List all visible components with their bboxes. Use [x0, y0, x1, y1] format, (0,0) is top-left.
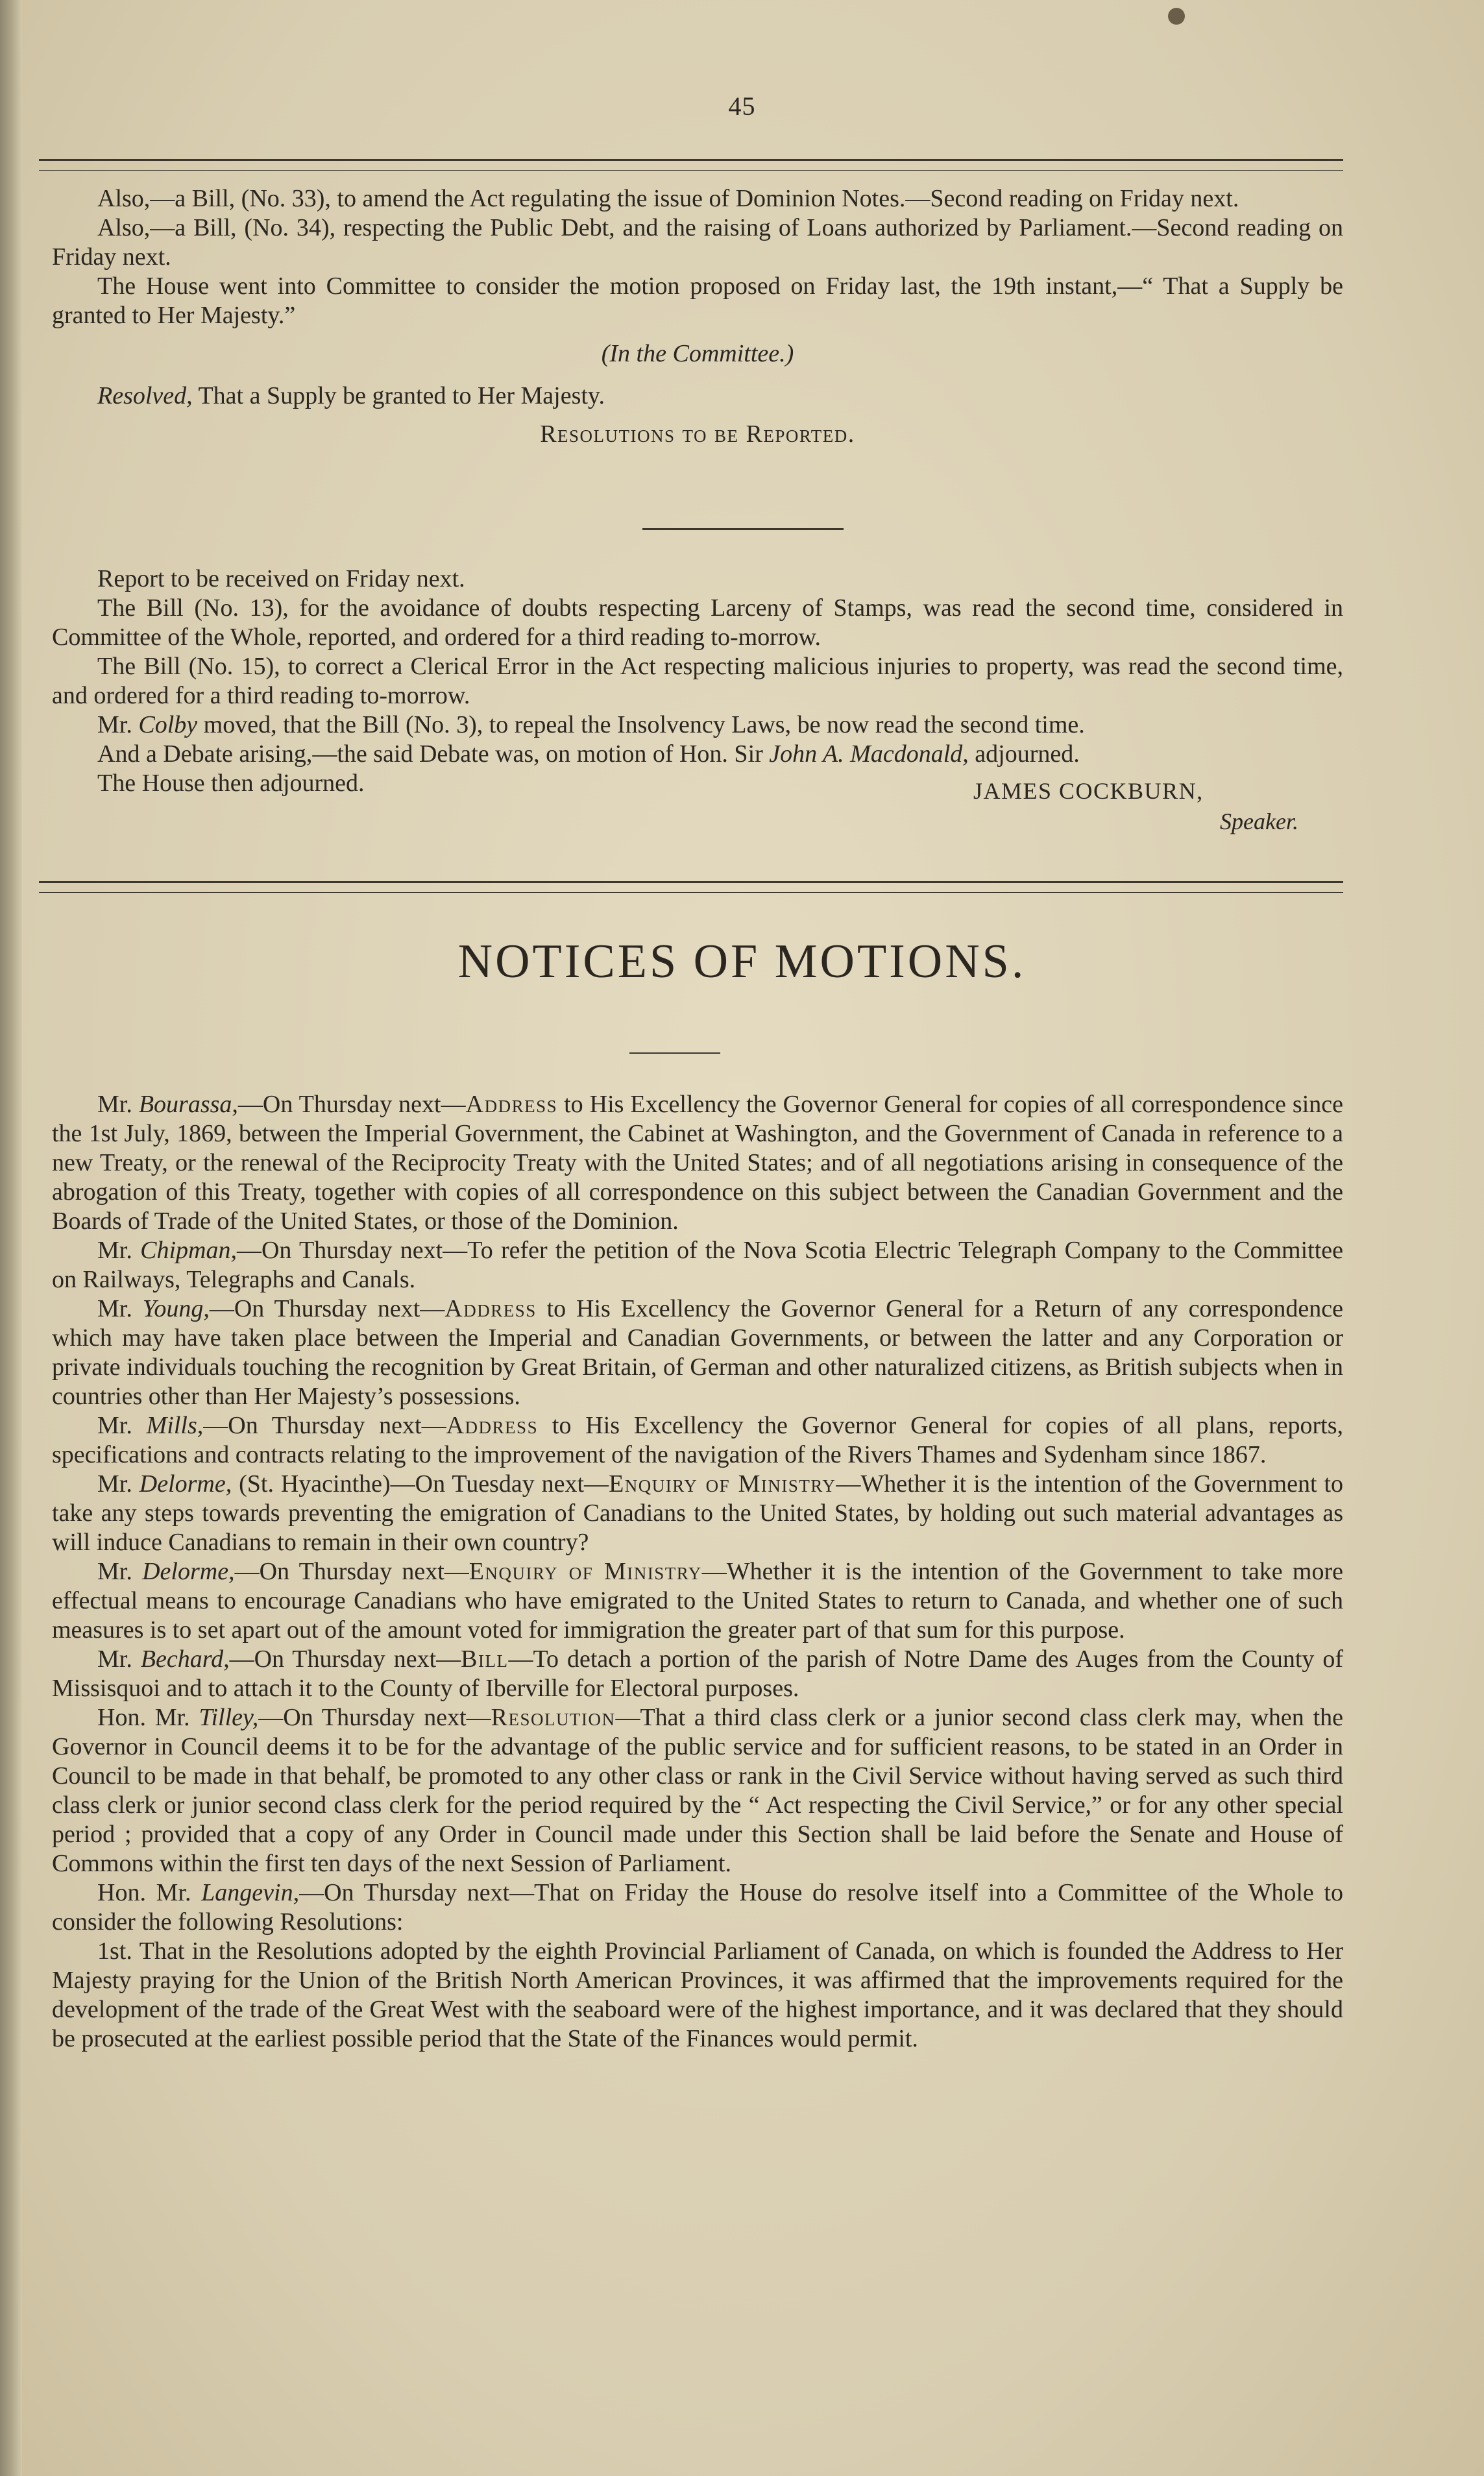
paragraph-text: —Whether it is the intention of the Government to take any steps towards preventing the emigration of Canadians to the United States, by holding out such material advantages as will induce Canadians to remain in their own country?	[52, 1470, 1343, 1556]
paragraph-text: —On Thursday next—	[234, 1558, 469, 1585]
notice-paragraph	[52, 1470, 1343, 1557]
member-name: John A. Macdonald,	[769, 740, 969, 768]
paragraph-text: Also,—a Bill, (No. 33), to amend the Act regulating the issue of Dominion Notes.—Second reading on Friday next.	[97, 185, 1239, 212]
notice-paragraph	[52, 1557, 1343, 1645]
paragraph-text: —On Thursday next—	[258, 1704, 491, 1731]
binding-edge	[0, 0, 22, 2476]
motion-type: Enquiry of Ministry	[468, 1558, 702, 1585]
member-name: Chipman,	[140, 1237, 237, 1264]
paragraph-text: The Bill (No. 15), to correct a Clerical Error in the Act respecting malicious injuries to property, was read the second time, and ordered for a third reading to-morrow.	[52, 653, 1343, 709]
member-name: Bourassa,	[138, 1091, 238, 1118]
paragraph-text: Mr.	[97, 1558, 143, 1585]
paragraph-text: Also,—a Bill, (No. 34), respecting the Public Debt, and the raising of Loans authorized by Parliament.—Second reading on Friday next.	[52, 214, 1343, 271]
notices-paragraphs	[52, 1090, 1343, 2054]
notice-paragraph	[52, 1937, 1343, 2054]
resolved-paragraph	[52, 382, 1343, 411]
section-divider	[642, 528, 844, 530]
paragraph-text: Mr.	[97, 1412, 147, 1439]
proceedings-paragraph	[52, 564, 1343, 594]
paragraph-text: The House then adjourned.	[97, 770, 365, 797]
ink-spot	[1168, 8, 1185, 25]
motion-type: Resolution	[491, 1704, 616, 1731]
notice-paragraph	[52, 1236, 1343, 1294]
proceedings-block	[52, 184, 1343, 462]
proceedings-paragraph	[52, 710, 1343, 740]
proceedings-paragraph	[52, 213, 1343, 272]
speaker-signature: JAMES COCKBURN,	[973, 778, 1204, 804]
resolutions-heading: Resolutions to be Reported.	[540, 420, 855, 448]
paragraph-text: Mr.	[97, 1295, 143, 1322]
proceedings-paragraph	[52, 272, 1343, 330]
proceedings-paragraphs	[52, 184, 1343, 330]
paragraph-text: Mr.	[97, 1645, 141, 1673]
paragraph-text: Mr.	[97, 1470, 140, 1498]
paragraph-text: —On Thursday next—	[209, 1295, 445, 1322]
committee-heading: (In the Committee.)	[601, 340, 794, 367]
member-name: Young,	[142, 1295, 210, 1322]
paragraph-text: And a Debate arising,—the said Debate was, on motion of Hon. Sir	[97, 740, 770, 768]
motion-type: Bill	[461, 1645, 509, 1673]
paragraph-text: to His Excellency the Governor General for a Return of any correspondence which may have taken place between the Imperial and Canadian Governments, or between the latter and any Corporation or private individuals touching the recognition by Great Britain, of German and other naturalized citizens, as British subjects when in countries other than Her Majesty’s possessions.	[52, 1295, 1343, 1410]
paragraph-text: to His Excellency the Governor General for copies of all correspondence since the 1st July, 1869, between the Imperial Government, the Cabinet at Washington, and the Government of Canada in reference to a new Treaty, or the renewal of the Reciprocity Treaty with the United States; and of all negotiations arising in consequence of the abrogation of this Treaty, together with copies of all correspondence on this subject between the Canadian Government and the Boards of Trade of the United States, or those of the Dominion.	[52, 1091, 1343, 1235]
motion-type: Address	[465, 1091, 558, 1118]
paragraph-text: Mr.	[97, 1091, 139, 1118]
paragraph-text: —On Thursday next—	[237, 1091, 466, 1118]
header-rule	[39, 159, 1343, 171]
proceedings-paragraph	[52, 594, 1343, 652]
paragraph-text: —On Thursday next—	[203, 1412, 446, 1439]
notice-paragraph	[52, 1645, 1343, 1703]
paragraph-text: —On Thursday next—To refer the petition of the Nova Scotia Electric Telegraph Company to the Committee on Railways, Telegraphs and Canals.	[52, 1237, 1343, 1293]
member-name: Langevin,	[201, 1879, 300, 1906]
paragraph-text: —That a third class clerk or a junior second class clerk may, when the Governor in Council deems it to be for the advantage of the public service and for sufficient reasons, to be stated in an Order in Council to be made in that behalf, be promoted to any other class or rank in the Civil Service without having served as such third class clerk or junior second class clerk for the period required by the “ Act respecting the Civil Service,” or for any other special period ; provided that a copy of any Order in Council made under this Section shall be laid before the Senate and House of Commons within the first ten days of the next Session of Parliament.	[52, 1704, 1343, 1877]
paragraph-text: 1st. That in the Resolutions adopted by the eighth Provincial Parliament of Canada, on which is founded the Address to Her Majesty praying for the Union of the British North American Provinces, it was affirmed that the improvements required for the development of the trade of the Great West with the seaboard were of the highest importance, and it was declared that they should be prosecuted at the earliest possible period that the State of the Finances would permit.	[52, 1937, 1343, 2052]
paragraph-text: —To detach a portion of the parish of Notre Dame des Auges from the County of Missisquoi and to attach it to the County of Iberville for Electoral purposes.	[52, 1645, 1343, 1702]
notices-block	[52, 1090, 1343, 2054]
proceedings-paragraph	[52, 652, 1343, 710]
member-name: Colby	[138, 711, 198, 738]
paragraph-text: —Whether it is the intention of the Government to take more effectual means to encourage Canadians who have emigrated to the United States to return to Canada, and whether one of such measures is to set apart out of the amount voted for immigration the greater part of that sum for this purpose.	[52, 1558, 1343, 1644]
proceedings-paragraph	[52, 740, 1343, 769]
member-name: Mills,	[146, 1412, 204, 1439]
member-name: Delorme,	[139, 1470, 232, 1498]
motion-type: Address	[444, 1295, 537, 1322]
after-committee-block	[52, 564, 1343, 798]
title-divider	[629, 1052, 720, 1054]
notices-title: NOTICES OF MOTIONS.	[457, 935, 1027, 988]
paragraph-text: The Bill (No. 13), for the avoidance of doubts respecting Larceny of Stamps, was read the second time, considered in Committee of the Whole, reported, and ordered for a third reading to-morrow.	[52, 594, 1343, 651]
notice-paragraph	[52, 1411, 1343, 1470]
after-committee-paragraphs	[52, 564, 1343, 798]
paragraph-text: Mr.	[97, 711, 139, 738]
paragraph-text: to His Excellency the Governor General for copies of all plans, reports, specifications and contracts relating to the improvement of the navigation of the Rivers Thames and Sydenham since 1867.	[52, 1412, 1343, 1468]
paragraph-text: —On Thursday next—That on Friday the House do resolve itself into a Committee of the Whole to consider the following Resolutions:	[52, 1879, 1343, 1936]
paragraph-text: Mr.	[97, 1237, 141, 1264]
paragraph-text: Hon. Mr.	[97, 1879, 202, 1906]
member-name: Delorme,	[142, 1558, 235, 1585]
paragraph-text: The House went into Committee to consider the motion proposed on Friday last, the 19th instant,—“ That a Supply be granted to Her Majesty.”	[52, 273, 1343, 329]
paragraph-text: Report to be received on Friday next.	[97, 565, 465, 592]
notice-paragraph	[52, 1703, 1343, 1878]
resolved-label: Resolved,	[97, 382, 193, 409]
notice-paragraph	[52, 1090, 1343, 1236]
paragraph-text: —On Thursday next—	[229, 1645, 461, 1673]
member-name: Bechard,	[140, 1645, 230, 1673]
notice-paragraph	[52, 1878, 1343, 1937]
motion-type: Enquiry of Ministry	[609, 1470, 836, 1498]
paragraph-text: adjourned.	[968, 740, 1080, 768]
motion-type: Address	[446, 1412, 539, 1439]
notice-paragraph	[52, 1294, 1343, 1411]
notices-rule	[39, 881, 1343, 893]
proceedings-paragraph	[52, 184, 1343, 213]
member-name: Tilley,	[199, 1704, 259, 1731]
speaker-title: Speaker.	[1220, 808, 1298, 834]
paragraph-text: moved, that the Bill (No. 3), to repeal the Insolvency Laws, be now read the second time.	[197, 711, 1085, 738]
page-number: 45	[728, 91, 756, 121]
paragraph-text: (St. Hyacinthe)—On Tuesday next—	[232, 1470, 609, 1498]
resolved-text: That a Supply be granted to Her Majesty.	[192, 382, 605, 409]
paragraph-text: Hon. Mr.	[97, 1704, 199, 1731]
